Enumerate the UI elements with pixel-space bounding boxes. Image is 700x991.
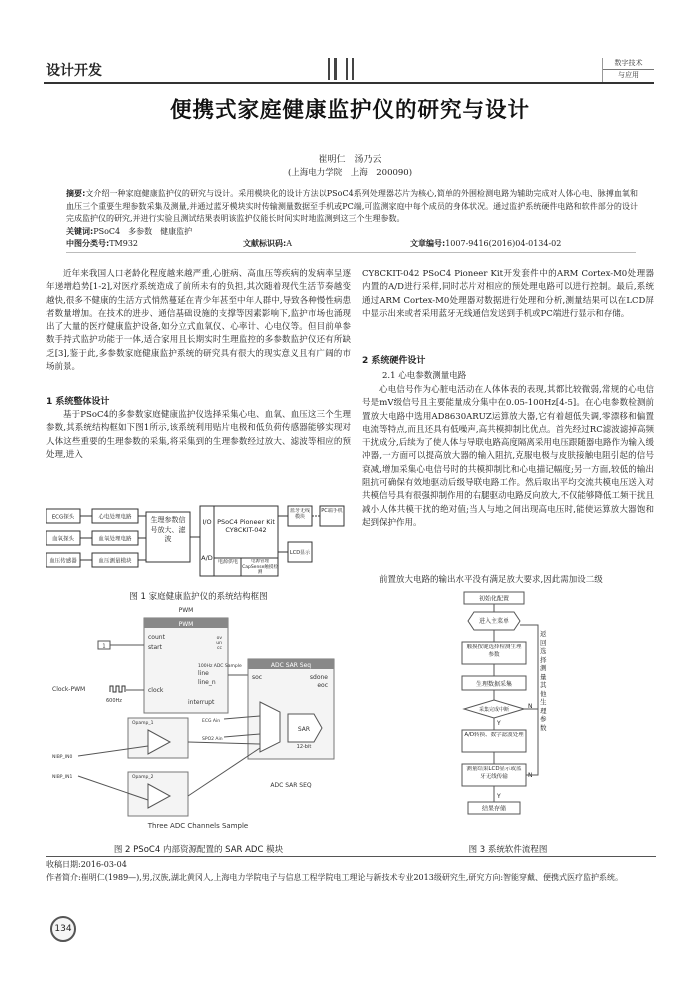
figure-1-diagram xyxy=(46,502,346,588)
header-rule xyxy=(44,82,654,84)
fig2-opamp2-label: Opamp_2 xyxy=(132,775,154,780)
fig2-soc: soc xyxy=(252,674,263,681)
fig2-eoc: eoc xyxy=(317,682,328,689)
fig1-signal-processing-label: 生理参数信号放大、滤波 xyxy=(150,516,186,543)
fig2-interrupt: interrupt xyxy=(188,699,215,706)
fig2-line-n: line_n xyxy=(198,679,216,686)
fig1-input-ecg-label: ECG探头 xyxy=(51,514,75,521)
fig2-pwm-title: PWM xyxy=(178,621,194,628)
figure-1-caption: 图 1 家庭健康监护仪的系统结构框图 xyxy=(129,592,268,602)
fig1-io-label: I/O xyxy=(202,518,212,526)
fig2-bit: 12-bit xyxy=(296,744,312,750)
fig1-power-mgmt-label: 电源管理 CapSense触摸检测 xyxy=(242,559,278,575)
doc-code-value: A xyxy=(286,239,292,248)
abstract-label: 摘要: xyxy=(66,189,86,198)
doc-code-label: 文献标识码: xyxy=(243,239,287,248)
fig1-bp-module-label: 血压测量模块 xyxy=(98,558,132,565)
fig3-init-label: 初始化配置 xyxy=(478,595,510,603)
fig1-power-label: 电源供电 xyxy=(217,559,238,565)
fig2-cc: cc xyxy=(217,646,222,651)
intro-paragraph: 近年来我国人口老龄化程度越来越严重,心脏病、高血压等疾病的发病率呈逐年递增趋势[1-2],对医疗系统造成了前所未有的负担,其次随着现代生活节奏越变越快,很多不健康的生活方式悄然蔓延在青少年甚至中年人群中,导致各种慢性病患者数量增加。在技术的进步、通信基础设施的支撑等因素影响下,监护市场也涌现出了大量的医疗健康监护设备,如分立式血氧仪、心率计、心电仪等。但目前单参数手持式监护功能于一体,适合家用且长期实时生理监控的多参数监护仪还有所缺乏[3],鉴于此,多参数家庭健康监护系统的研究具有很大的现实意义且有广阔的市场前景。 xyxy=(46,269,351,373)
subsection-2-1: 2.1 心电参数测量电路 xyxy=(382,371,467,381)
figure-3-flowchart xyxy=(454,590,574,840)
figure-2-diagram xyxy=(48,604,348,834)
logo-top-text: 数字技术 xyxy=(614,59,643,67)
received-date: 收稿日期:2016-03-04 xyxy=(46,860,127,869)
fig2-clock-pwm: Clock-PWM xyxy=(52,686,86,693)
fig2-nibp1: NIBP_IN1 xyxy=(52,775,73,780)
fig1-bluetooth-label: 蓝牙无线模块 xyxy=(289,508,310,520)
fig3-ad-label: A/D转换、数字滤波处理 xyxy=(464,732,524,738)
article-no-label: 文章编号: xyxy=(410,239,446,248)
fig3-y-2: Y xyxy=(497,793,501,800)
fig2-sdone: sdone xyxy=(309,674,328,681)
article-title: 便携式家庭健康监护仪的研究与设计 xyxy=(169,98,530,123)
fig3-n-2: N xyxy=(528,772,533,779)
fig1-ecg-circuit-label: 心电处理电路 xyxy=(98,514,132,521)
keywords xyxy=(66,226,192,237)
fig2-top-label: PWM xyxy=(178,607,194,614)
fig1-mcu-label: PSoC4 Pioneer Kit CY8CKIT-042 xyxy=(217,518,275,534)
fig2-un: un xyxy=(216,641,222,646)
fig3-y-1: Y xyxy=(497,720,501,727)
authors: 崔明仁 汤乃云 xyxy=(318,155,382,165)
fig1-spo2-circuit-label: 血氧处理电路 xyxy=(98,536,132,543)
abstract-text: 文介绍一种家庭健康监护仪的研究与设计。采用模块化的设计方法以PSoC4系列处理器芯片为核心,简单的外围检测电路为辅助完成对人体心电、脉搏血氧和血压三个重要生理参数采集及测量,并通过蓝牙模块实时传输测量数据至手机或PC端,可监测家庭中每个成员的身体状况。通过监护系统硬件电路和软件部分的设计完成监护仪的研究,并进行实验且测试结果表明该监护仪能长时间实时地监测到这三个生理参数。 xyxy=(66,189,638,223)
fig3-done-label: 采集完成中断 xyxy=(478,707,510,713)
article-number xyxy=(410,238,561,249)
fig2-line: line xyxy=(198,670,209,677)
abstract xyxy=(66,188,638,226)
affiliation: (上海电力学院 上海 200090) xyxy=(287,168,413,178)
fig2-const-one: 1 xyxy=(102,643,106,650)
fig2-sarseq: ADC SAR SEQ xyxy=(270,782,312,789)
section-2-heading: 2 系统硬件设计 xyxy=(362,356,426,366)
fig3-return-label: 返回选择测量其他生理参数 xyxy=(540,630,547,732)
fig3-touch-label: 触摸按键选择检测生理参数 xyxy=(466,644,522,658)
fig2-ov: ov xyxy=(216,636,222,641)
author-bio: 作者简介:崔明仁(1989—),男,汉族,湖北黄冈人,上海电力学院电子与信息工程学院电工理论与新技术专业2013级研究生,研究方向:智能穿戴、便携式医疗监护系统。 xyxy=(46,873,624,882)
fig3-acquire-label: 生理数据采集 xyxy=(475,681,513,688)
doc-code xyxy=(243,238,292,249)
clc-label: 中图分类号: xyxy=(66,239,110,248)
fig2-start: start xyxy=(148,644,162,651)
right-paragraph-3: 前置放大电路的输出水平没有满足放大要求,因此需加设二级 xyxy=(379,575,603,585)
fig2-count: count xyxy=(148,634,165,641)
fig3-display-label: 测量结果LCD显示或蓝牙无线传输 xyxy=(466,766,522,780)
logo-bottom-text: 与应用 xyxy=(603,69,654,81)
fig1-ad-label: A/D xyxy=(201,554,213,562)
fig1-io-ad xyxy=(200,506,214,576)
footer-rule xyxy=(46,856,656,857)
fig2-opamp1-label: Opamp_1 xyxy=(132,721,154,726)
fig3-n-1: N xyxy=(528,703,533,710)
fig1-input-bp-label: 血压传感器 xyxy=(49,558,77,565)
section-1-paragraph: 基于PSoC4的多参数家庭健康监护仪选择采集心电、血氧、血压这三个生理参数,其系统结构框如下图1所示,该系统利用贴片电极和低负荷传感器能够实现对人体这些重要的生理参数的采集,将采集到的生理参数经过放大、滤波等相应的预处理,进入 xyxy=(46,410,351,460)
section-1-heading: 1 系统整体设计 xyxy=(46,397,110,407)
fig3-store-label: 结果存储 xyxy=(481,805,507,813)
fig2-adc-title: ADC SAR Seq xyxy=(270,662,312,669)
keywords-label: 关键词: xyxy=(66,227,94,236)
keywords-text: PSoC4 多参数 健康监护 xyxy=(93,227,193,236)
fig2-clock: clock xyxy=(148,687,164,694)
fig1-input-spo2-label: 血氧探头 xyxy=(51,536,75,543)
fig2-nibp0: NIBP_IN0 xyxy=(52,755,73,760)
fig2-spo2-ain: SPO2 Ain xyxy=(202,737,223,742)
section-header: 设计开发 xyxy=(46,63,102,79)
clc-value: TM932 xyxy=(109,239,138,248)
fig2-line-sample: 100Hz ADC Sample xyxy=(198,664,242,669)
figure-2-caption: 图 2 PSoC4 内部资源配置的 SAR ADC 模块 xyxy=(113,845,284,855)
fig2-ecg-ain: ECG Ain xyxy=(202,719,221,724)
fig2-freq: 600Hz xyxy=(106,698,122,704)
right-paragraph-1: CY8CKIT-042 PSoC4 Pioneer Kit开发套件中的ARM Cortex-M0处理器内置的A/D进行采样,同时芯片对相应的预处理电路可以进行控制。最后,系统通过ARM Cortex-M0处理器对数据进行处理和分析,测量结果可以在LCD屏中显示出来或者采用蓝牙无线通信发送到手机或PC端进行显示和存储。 xyxy=(362,269,654,319)
right-paragraph-2: 心电信号作为心脏电活动在人体体表的表现,其都比较微弱,常规的心电信号是mV级信号且主要能量成分集中在0.05-100Hz[4-5]。在心电参数检测前置放大电路中选用AD8630ARUZ运算放大器,它有着超低失调,零漂移和偏置电流等特点,而且还具有低噪声,高共模抑制比优点。首先经过RC滤波滤掉高频干扰成分,后续为了使人体与导联电路高度隔离采用电压跟随器电路作为输入缓冲器,一方面可以提高放大器的输入阻抗,克服电极与皮肤接触电阻引起的信号衰减,增加采集心电信号时的共模抑制比和心电描记幅度;另一方面,较低的输出阻抗可确保有效地驱动后级导联电路工作。然后取出平均交流共模电压送入对共模信号具有很强抑制作用的右腿驱动电路反向放大,不仅能够降低工频干扰且减小人体共模干扰的绝对值;当人与地之间出现高电压时,能使运算放大器饱和起到保护作用。 xyxy=(362,385,654,528)
clc-number xyxy=(66,238,138,249)
fig2-footer: Three ADC Channels Sample xyxy=(147,822,249,830)
fig1-pc-label: PC端手机 xyxy=(321,508,343,514)
figure-3-caption: 图 3 系统软件流程图 xyxy=(468,845,548,855)
meta-divider xyxy=(66,252,636,253)
fig2-sar: SAR xyxy=(297,726,311,733)
journal-logo xyxy=(602,58,654,82)
fig3-menu-label: 进入主菜单 xyxy=(478,618,510,625)
fig1-lcd-label: LCD显示 xyxy=(289,550,311,556)
article-no-value: 1007-9416(2016)04-0134-02 xyxy=(445,239,562,248)
page-number: 134 xyxy=(50,916,76,942)
